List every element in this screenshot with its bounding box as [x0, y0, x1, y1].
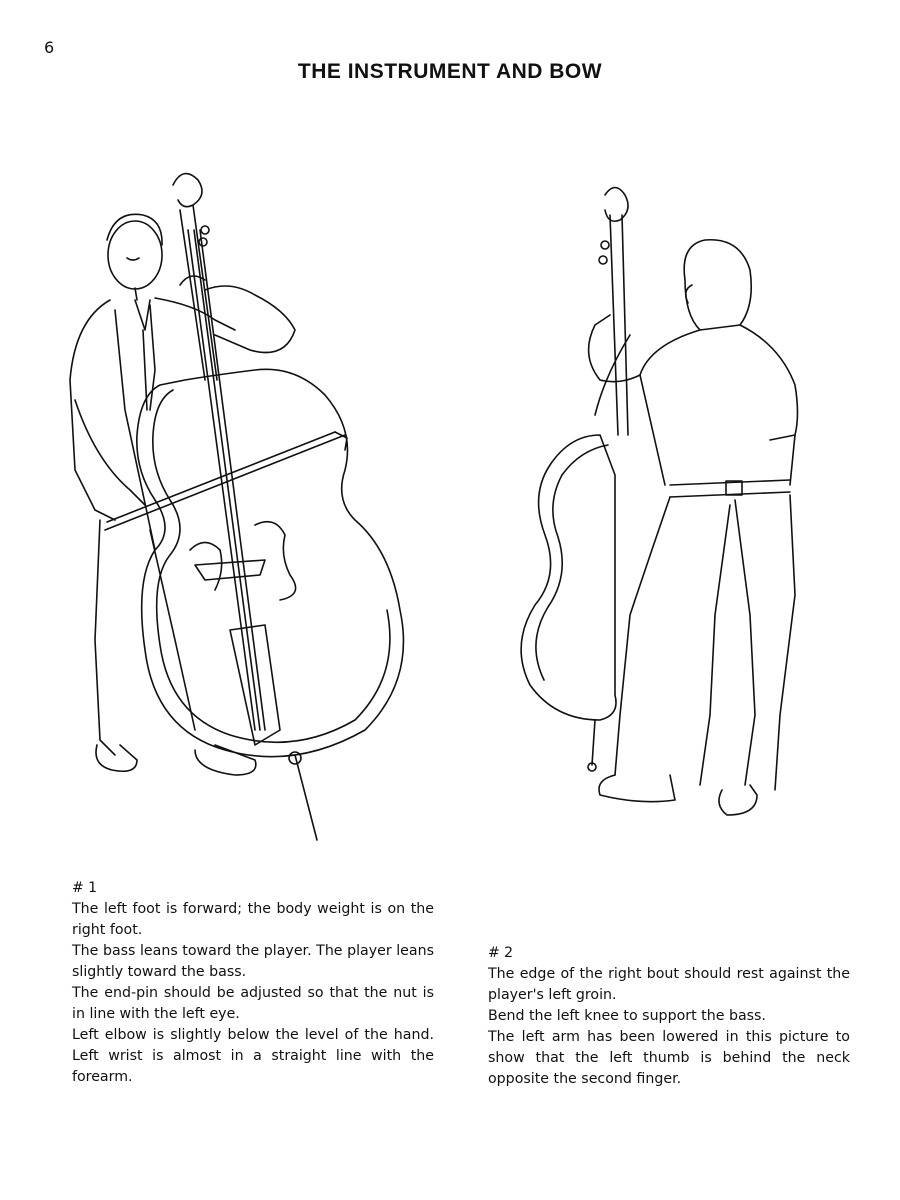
caption-line: The bass leans toward the player. The player leans slightly toward the bass. — [72, 943, 434, 980]
caption-figure-2 — [488, 943, 850, 1090]
caption-line: Left elbow is slightly below the level of the hand. Left wrist is almost in a straight line with the forearm. — [72, 1027, 434, 1085]
bass-player-back-illustration-icon — [500, 175, 820, 835]
caption-line: The end-pin should be adjusted so that the nut is in line with the left eye. — [72, 985, 434, 1022]
caption-line: The edge of the right bout should rest against the player's left groin. — [488, 966, 850, 1003]
caption-line: Bend the left knee to support the bass. — [488, 1008, 766, 1024]
page-number: 6 — [44, 38, 55, 57]
caption-number: # 2 — [488, 945, 514, 961]
bass-player-front-illustration-icon — [55, 170, 435, 850]
caption-line: The left foot is forward; the body weight is on the right foot. — [72, 901, 434, 938]
caption-figure-1 — [72, 878, 434, 1088]
caption-line: The left arm has been lowered in this picture to show that the left thumb is behind the neck opposite the second finger. — [488, 1029, 850, 1087]
caption-number: # 1 — [72, 880, 98, 896]
page-title: THE INSTRUMENT AND BOW — [297, 60, 603, 83]
